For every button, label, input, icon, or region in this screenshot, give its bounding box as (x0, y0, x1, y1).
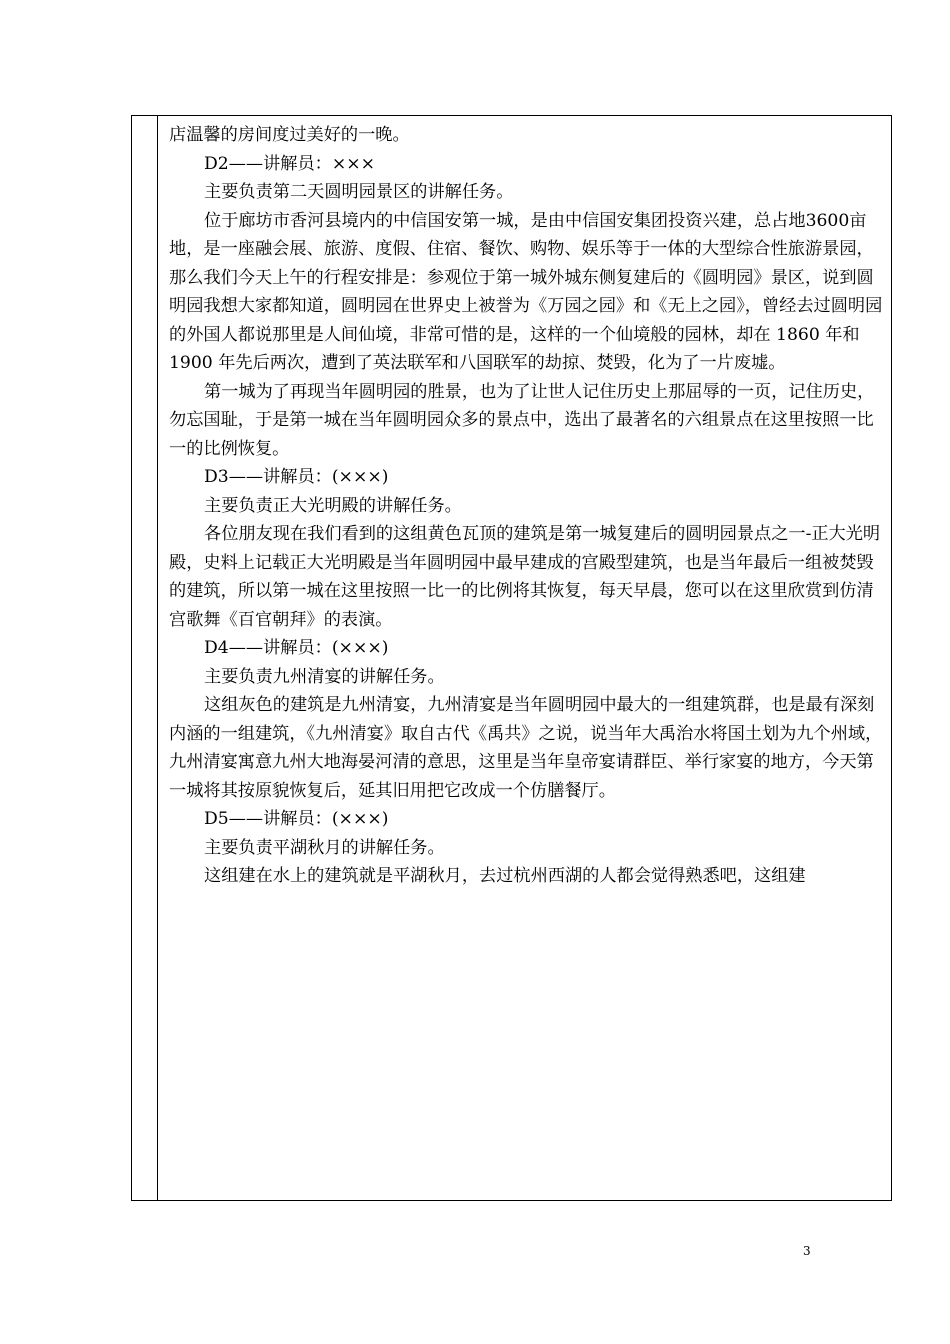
paragraph: 主要负责平湖秋月的讲解任务。 (204, 837, 445, 858)
paragraph: D3——讲解员：(×××) (204, 467, 389, 487)
paragraph: 这组灰色的建筑是九州清宴，九州清宴是当年圆明园中最大的一组建筑群，也是最有深刻内涵的一组建筑，《九州清宴》取自古代《禹共》之说，说当年大禹治水将国土划为九个州域，九州清宴寓意九州大地海晏河清的意思，这里是当年皇帝宴请群臣、举行家宴的地方，今天第一城将其按原貌恢复后，延其旧用把它改成一个仿膳餐厅。 (169, 695, 883, 801)
paragraph: D5——讲解员：(×××) (204, 809, 389, 829)
paragraph: 主要负责正大光明殿的讲解任务。 (204, 495, 462, 516)
paragraph: 各位朋友现在我们看到的这组黄色瓦顶的建筑是第一城复建后的圆明园景点之一-正大光明殿，史料上记载正大光明殿是当年圆明园中最早建成的宫殿型建筑，也是当年最后一组被焚毁的建筑，所以第一城在这里按照一比一的比例将其恢复，每天早晨，您可以在这里欣赏到仿清宫歌舞《百官朝拜》的表演。 (169, 524, 881, 630)
paragraph: 主要负责九州清宴的讲解任务。 (204, 666, 445, 687)
paragraph: 店温馨的房间度过美好的一晚。 (169, 125, 410, 145)
document-table-frame (131, 115, 892, 1201)
document-body (169, 121, 889, 891)
table-left-column (132, 116, 158, 1200)
paragraph: D2——讲解员：××× (204, 153, 376, 174)
paragraph: 第一城为了再现当年圆明园的胜景，也为了让世人记住历史上那屈辱的一页，记住历史，勿忘国耻，于是第一城在当年圆明园众多的景点中，选出了最著名的六组景点在这里按照一比一的比例恢复。 (169, 381, 875, 459)
page-number: 3 (803, 1244, 811, 1258)
paragraph: D4——讲解员：(×××) (204, 638, 389, 658)
paragraph: 这组建在水上的建筑就是平湖秋月，去过杭州西湖的人都会觉得熟悉吧，这组建 (204, 866, 806, 886)
paragraph: 位于廊坊市香河县境内的中信国安第一城，是由中信国安集团投资兴建，总占地3600亩地，是一座融会展、旅游、度假、住宿、餐饮、购物、娱乐等于一体的大型综合性旅游景园，那么我们今天上午的行程安排是：参观位于第一城外城东侧复建后的《圆明园》景区，说到圆明园我想大家都知道，圆明园在世界史上被誉为《万园之园》和《无上之园》，曾经去过圆明园的外国人都说那里是人间仙境，非常可惜的是，这样的一个仙境般的园林，却在 1860 年和 1900 年先后两次，遭到了英法联军和八国联军的劫掠、焚毁，化为了一片废墟。 (169, 210, 883, 373)
paragraph: 主要负责第二天圆明园景区的讲解任务。 (204, 182, 514, 202)
